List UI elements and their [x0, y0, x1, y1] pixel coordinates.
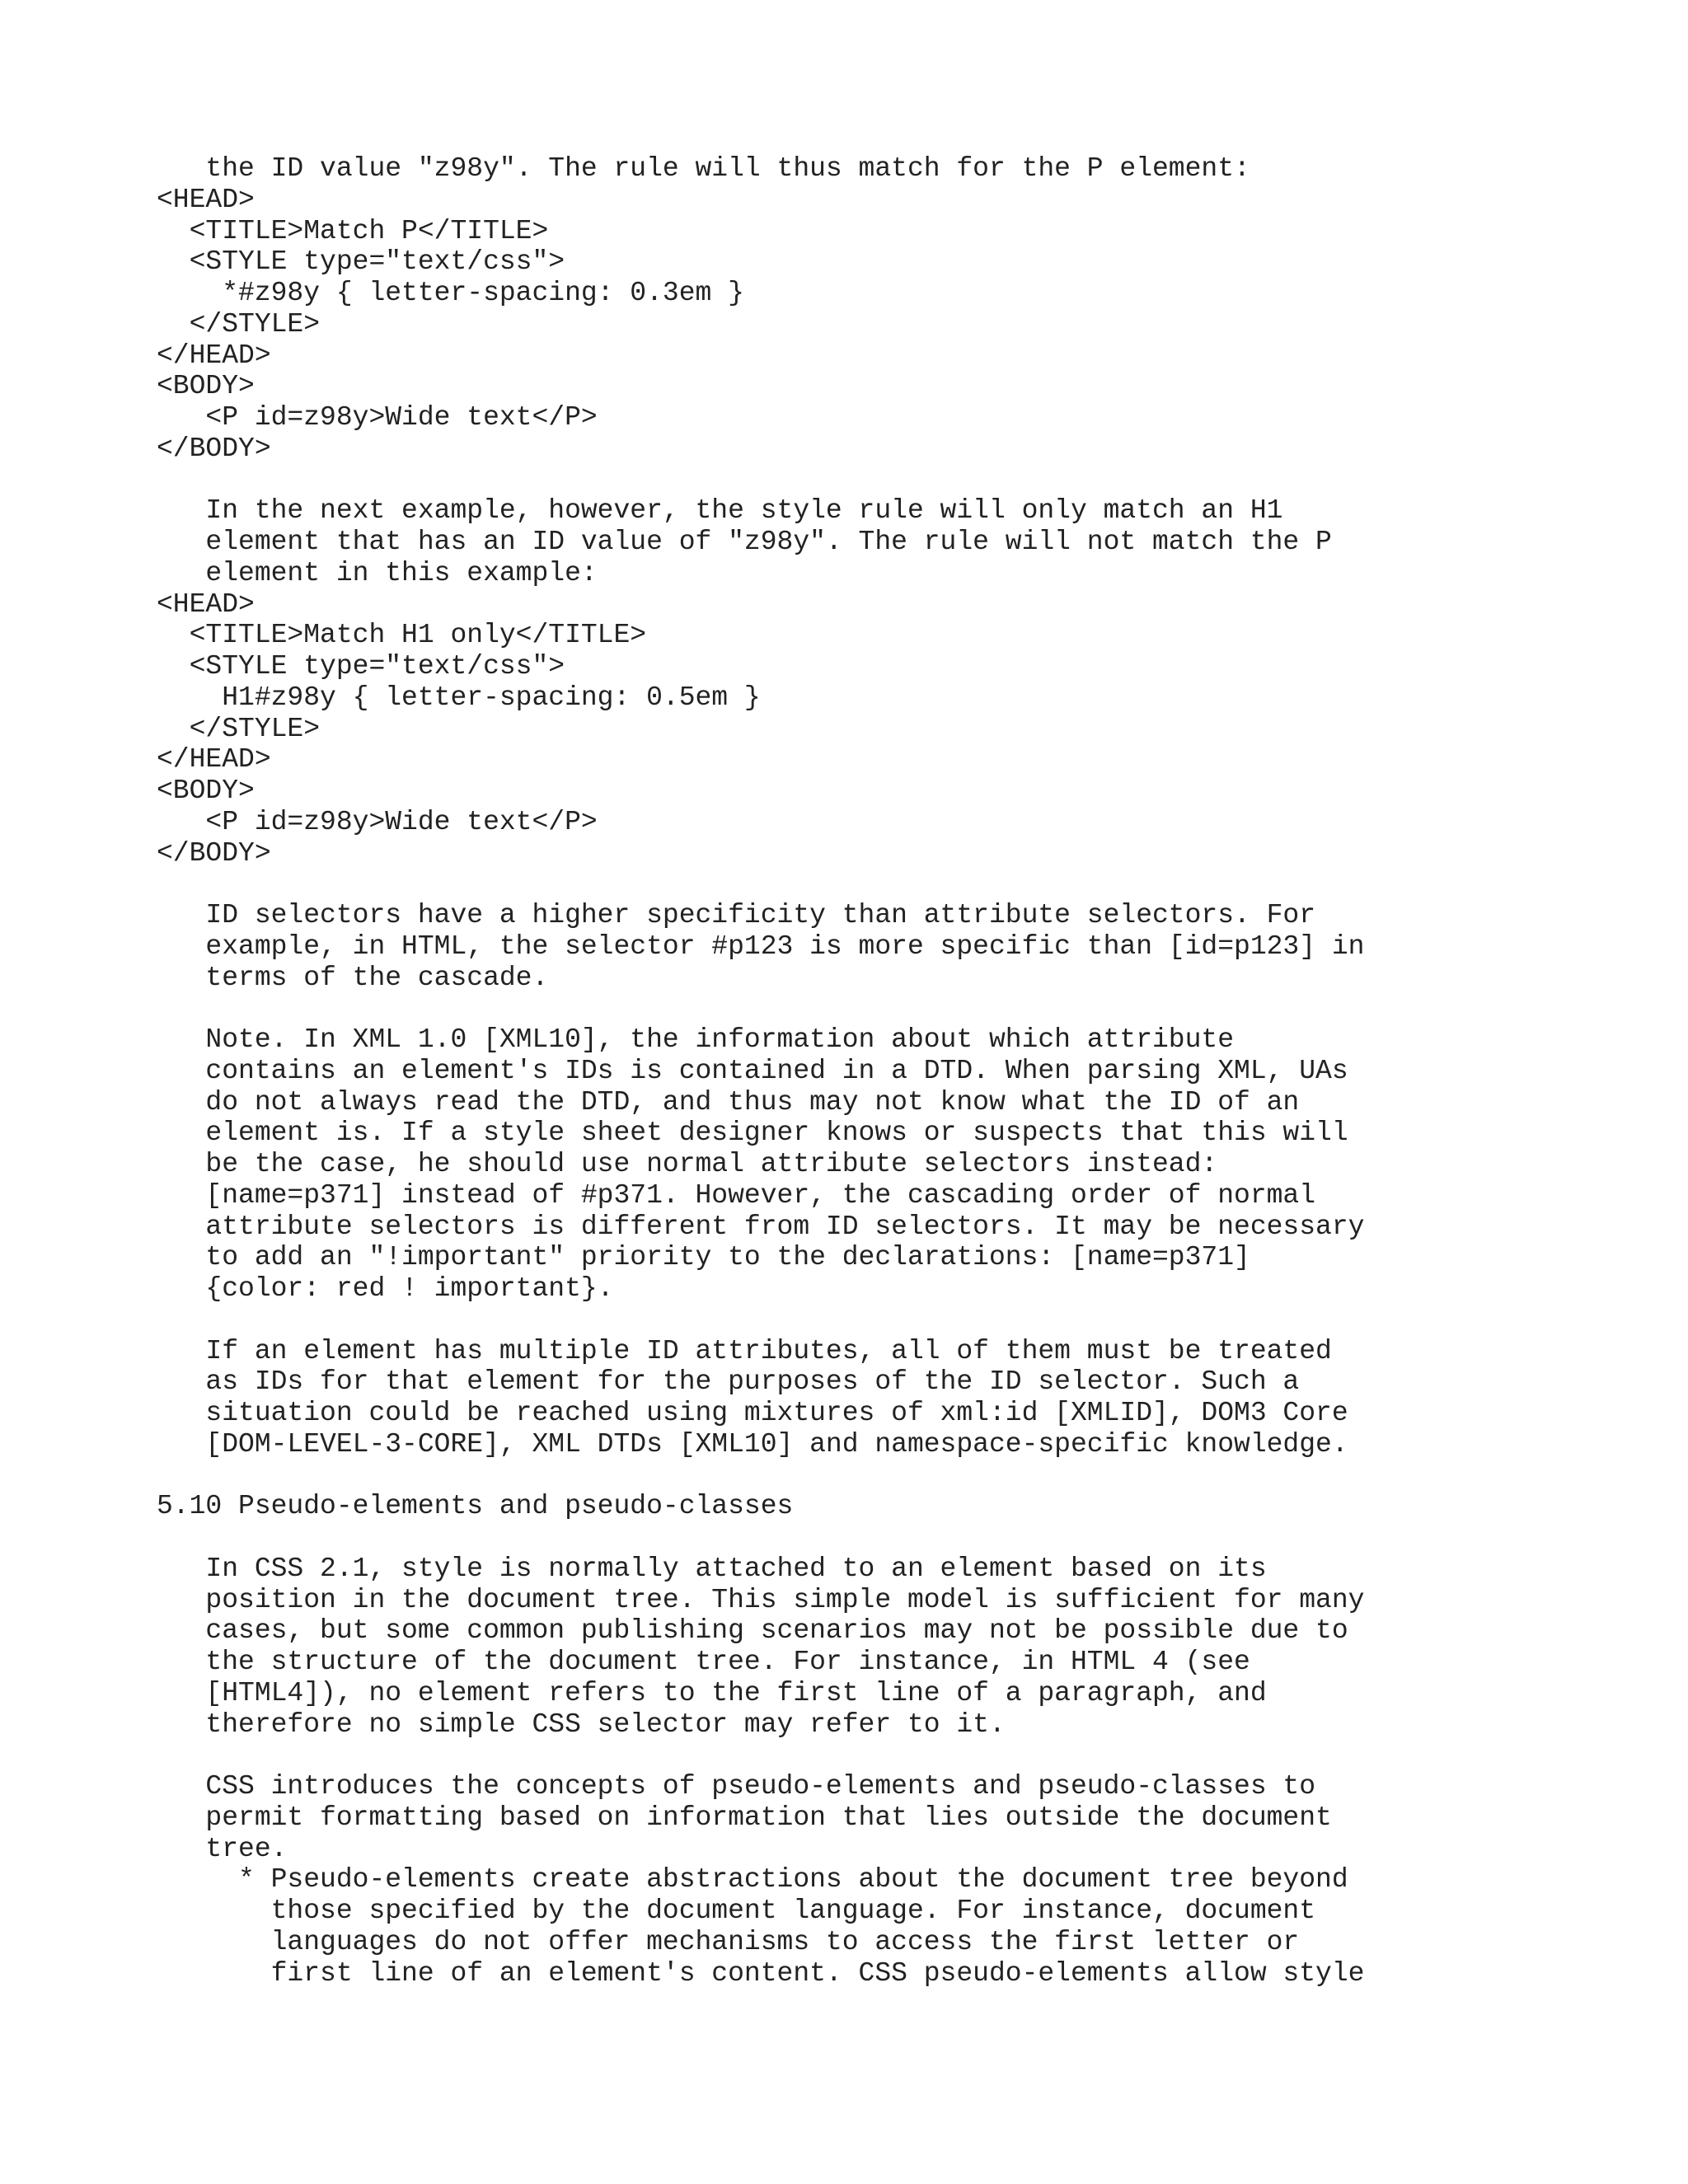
text-line: therefore no simple CSS selector may refer to it. [157, 1708, 1006, 1740]
text-line: <BODY> [157, 776, 255, 806]
text-line: first line of an element's content. CSS pseudo-elements allow style [157, 1957, 1365, 1989]
text-line: * Pseudo-elements create abstractions about the document tree beyond [157, 1864, 1348, 1896]
text-line: If an element has multiple ID attributes, all of them must be treated [157, 1335, 1332, 1366]
text-line: example, in HTML, the selector #p123 is more specific than [id=p123] in [157, 930, 1365, 962]
text-line: <STYLE type="text/css"> [157, 246, 565, 278]
text-line: be the case, he should use normal attribute selectors instead: [157, 1149, 1218, 1179]
text-line: terms of the cascade. [157, 962, 549, 993]
text-line: those specified by the document language. For instance, document [157, 1896, 1316, 1926]
document-text [157, 153, 1364, 1989]
text-line: <STYLE type="text/css"> [157, 651, 565, 682]
text-line: [name=p371] instead of #p371. However, the cascading order of normal [157, 1179, 1316, 1211]
text-line: <TITLE>Match H1 only</TITLE> [157, 620, 647, 651]
text-line: position in the document tree. This simple model is sufficient for many [157, 1584, 1365, 1615]
text-line: *#z98y { letter-spacing: 0.3em } [157, 278, 744, 308]
text-line: element is. If a style sheet designer knows or suspects that this will [157, 1118, 1348, 1149]
text-line: tree. [157, 1833, 288, 1864]
text-line: 5.10 Pseudo-elements and pseudo-classes [157, 1491, 794, 1522]
text-line: In CSS 2.1, style is normally attached to an element based on its [157, 1553, 1267, 1584]
text-line: situation could be reached using mixtures of xml:id [XMLID], DOM3 Core [157, 1398, 1348, 1428]
text-line: cases, but some common publishing scenarios may not be possible due to [157, 1615, 1348, 1647]
text-line: In the next example, however, the style rule will only match an H1 [157, 495, 1283, 527]
text-line: the ID value "z98y". The rule will thus match for the P element: [157, 153, 1250, 184]
text-line: {color: red ! important}. [157, 1273, 614, 1304]
text-line: <TITLE>Match P</TITLE> [157, 215, 549, 246]
text-line: </HEAD> [157, 744, 271, 776]
text-line: to add an "!important" priority to the declarations: [name=p371] [157, 1242, 1250, 1273]
text-line: <HEAD> [157, 184, 255, 215]
text-line: element that has an ID value of "z98y". The rule will not match the P [157, 527, 1332, 557]
text-line: </BODY> [157, 837, 271, 869]
text-line: </BODY> [157, 433, 271, 464]
text-line: the structure of the document tree. For instance, in HTML 4 (see [157, 1647, 1250, 1677]
text-line: permit formatting based on information that lies outside the document [157, 1802, 1332, 1833]
text-line: languages do not offer mechanisms to access the first letter or [157, 1926, 1300, 1957]
text-line: contains an element's IDs is contained in a DTD. When parsing XML, UAs [157, 1055, 1348, 1086]
text-line: [DOM-LEVEL-3-CORE], XML DTDs [XML10] and namespace-specific knowledge. [157, 1428, 1348, 1460]
text-line: </HEAD> [157, 340, 271, 371]
text-line: attribute selectors is different from ID selectors. It may be necessary [157, 1211, 1365, 1242]
text-line: Note. In XML 1.0 [XML10], the information about which attribute [157, 1024, 1235, 1055]
text-line: <P id=z98y>Wide text</P> [157, 402, 598, 433]
text-line: <BODY> [157, 371, 255, 402]
text-line: <P id=z98y>Wide text</P> [157, 806, 598, 837]
text-line: do not always read the DTD, and thus may not know what the ID of an [157, 1086, 1300, 1118]
text-line: [HTML4]), no element refers to the first line of a paragraph, and [157, 1677, 1267, 1708]
text-line: as IDs for that element for the purposes of the ID selector. Such a [157, 1366, 1300, 1398]
text-line: </STYLE> [157, 308, 321, 340]
text-line: ID selectors have a higher specificity than attribute selectors. For [157, 900, 1316, 930]
text-line: element in this example: [157, 557, 598, 588]
text-line: </STYLE> [157, 713, 321, 744]
text-line: H1#z98y { letter-spacing: 0.5em } [157, 682, 761, 713]
text-line: CSS introduces the concepts of pseudo-elements and pseudo-classes to [157, 1771, 1316, 1802]
text-line: <HEAD> [157, 588, 255, 620]
